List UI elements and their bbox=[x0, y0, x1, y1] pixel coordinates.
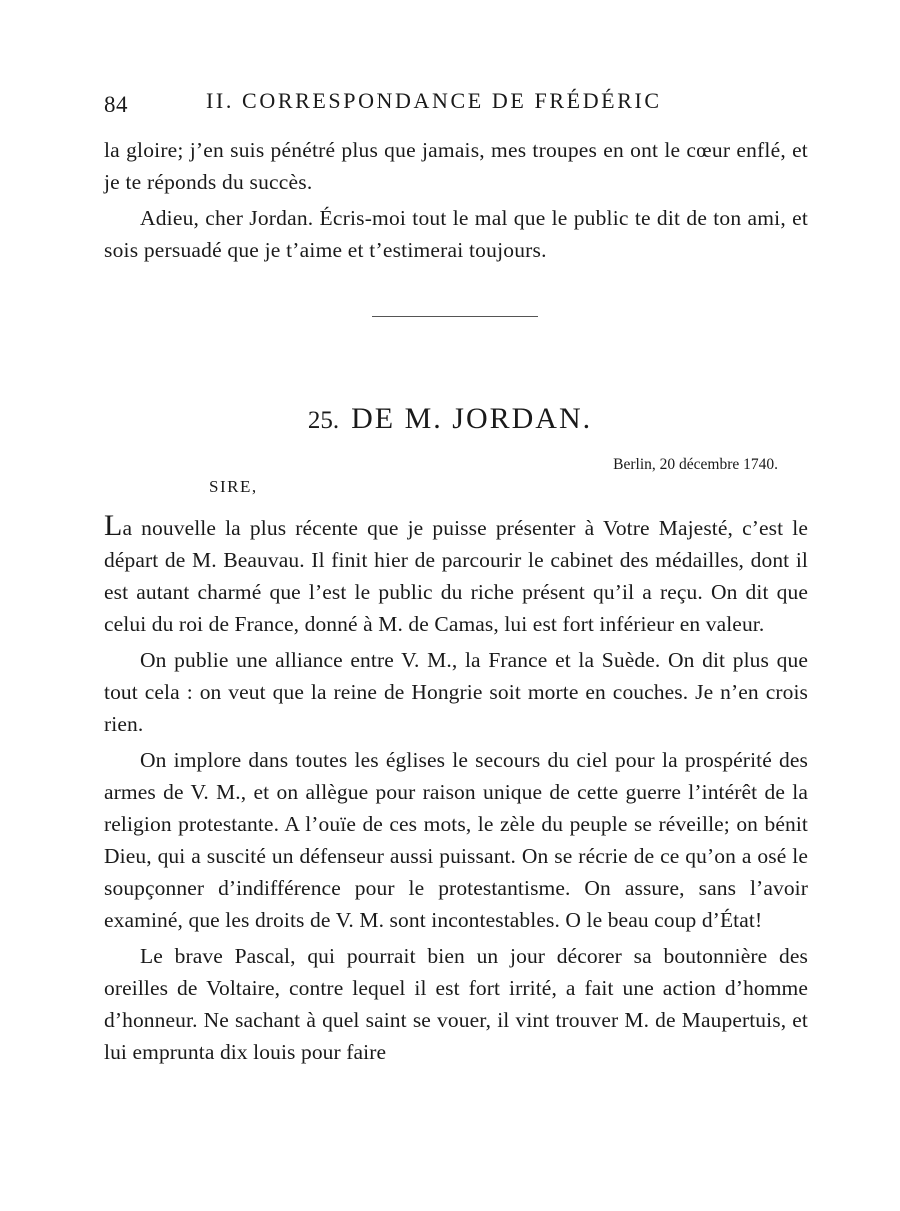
letter-paragraph: On publie une alliance entre V. M., la France et la Suède. On dit plus que tout cela : on veut que la reine de Hongrie soit morte en couches. Je n’en crois rien. bbox=[104, 648, 808, 736]
letter-salutation: SIRE, bbox=[209, 477, 258, 496]
letter-body bbox=[104, 509, 808, 1068]
letter-title: DE M. JORDAN. bbox=[351, 402, 593, 435]
page-number: 84 bbox=[104, 92, 128, 117]
running-title: II. CORRESPONDANCE DE FRÉDÉRIC bbox=[206, 88, 662, 113]
previous-letter-ending bbox=[104, 134, 808, 266]
previous-letter-paragraph: la gloire; j’en suis pénétré plus que jamais, mes troupes en ont le cœur enflé, et je te réponds du succès. bbox=[104, 138, 808, 194]
letter-paragraph bbox=[104, 509, 808, 640]
section-divider bbox=[372, 316, 538, 317]
letter-paragraph: Le brave Pascal, qui pourrait bien un jour décorer sa boutonnière des oreilles de Voltaire, contre lequel il est fort irrité, a fait une action d’homme d’honneur. Ne sachant à quel saint se vouer, il vint trouver M. de Maupertuis, et lui emprunta dix louis pour faire bbox=[104, 944, 808, 1064]
first-paragraph-text: a nouvelle la plus récente que je puisse présenter à Votre Majesté, c’est le départ de M. Beauvau. Il finit hier de parcourir le cabinet des médailles, dont il est autant charmé que l’est le public du riche présent qu’il a reçu. On dit que celui du roi de France, donné à M. de Camas, lui est fort inférieur en valeur. bbox=[104, 516, 808, 636]
letter-number: 25. bbox=[307, 407, 340, 434]
letter-paragraph: On implore dans toutes les églises le secours du ciel pour la prospérité des armes de V. M., et on allègue pour raison unique de cette guerre l’intérêt de la religion protestante. A l’ouïe de ces mots, le zèle du peuple se réveille; on bénit Dieu, qui a suscité un défenseur aussi puissant. On se récrie de ce qu’on a osé le soupçonner d’indifférence pour le protestantisme. On assure, sans l’avoir examiné, que les droits de V. M. sont incontestables. O le beau coup d’État! bbox=[104, 748, 808, 932]
running-head bbox=[104, 88, 704, 120]
letter-dateline: Berlin, 20 décembre 1740. bbox=[613, 456, 778, 473]
letter-heading bbox=[0, 402, 900, 436]
previous-letter-closing-paragraph: Adieu, cher Jordan. Écris-moi tout le mal que le public te dit de ton ami, et sois persuadé que je t’aime et t’estimerai toujours. bbox=[104, 206, 808, 262]
initial-letter: L bbox=[104, 509, 123, 542]
